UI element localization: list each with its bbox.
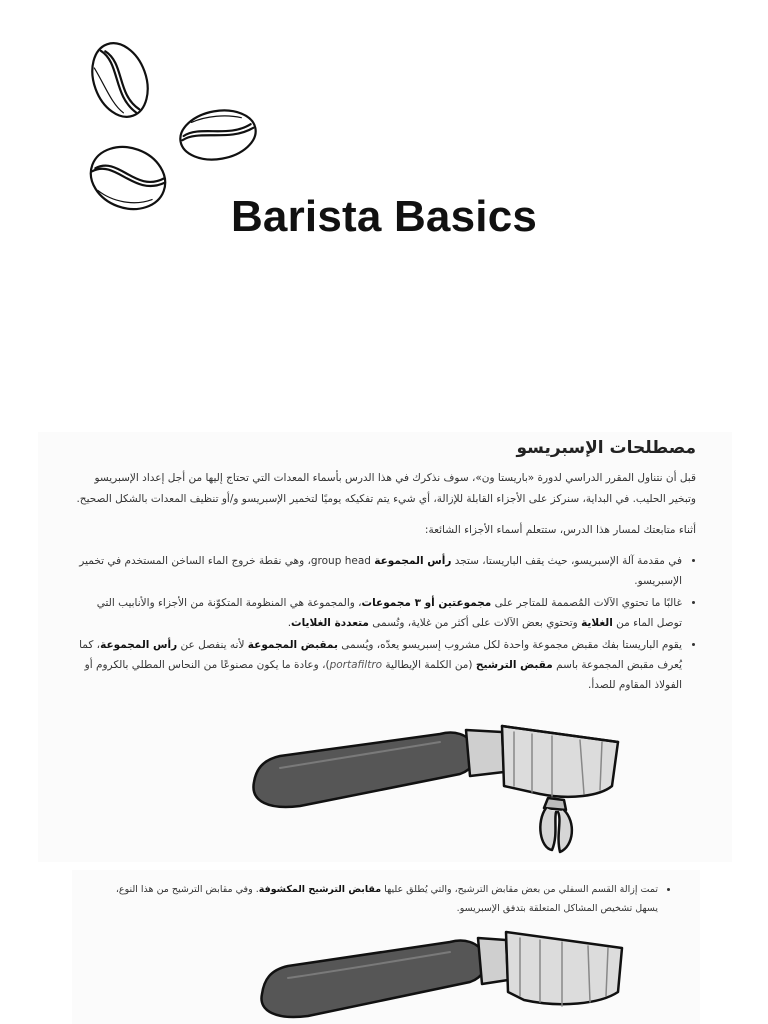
page-title: Barista Basics — [230, 192, 538, 241]
portafilter-illustration — [240, 712, 640, 872]
list-item: • غالبًا ما تحتوي الآلات المُصممة للمتاجر على مجموعتين أو ٣ مجموعات، والمجموعة هي المنظومة المتكوّنة من الأجزاء والأنابيب التي توصل الماء من الغلاية وتحتوي بعض الآلات على أكثر من غلاية، وتُسمى متعددة الغلايات. — [74, 593, 682, 633]
list-item: • في مقدمة آلة الإسبريسو، حيث يقف الباريستا، ستجد رأس المجموعة group head، وهي نقطة خروج الماء الساخن المستخدم في تخمير الإسبريسو. — [74, 551, 682, 591]
article-heading: مصطلحات الإسبريسو — [516, 438, 696, 458]
article-lead: أثناء متابعتك لمسار هذا الدرس، ستتعلم أسماء الأجزاء الشائعة: — [424, 524, 696, 536]
bottomless-portafilter-illustration — [250, 912, 640, 1024]
article-intro: قبل أن نتناول المقرر الدراسي لدورة «باريستا ون»، سوف نذكرك في هذا الدرس بأسماء المعدات التي تحتاج إليها من أجل إعداد الإسبريسو وتبخير الحليب. في البداية، سنركز على الأجزاء القابلة للإزالة، أي شيء يتم تفكيكه يوميًا لتخمير الإسبريسو و/أو تنظيف المعدات بالشكل الصحيح. — [76, 472, 696, 505]
coffee-bean-icon — [83, 35, 158, 124]
terms-list — [74, 551, 696, 695]
coffee-bean-icon — [176, 105, 259, 165]
list-item: • يقوم الباريستا بفك مقبض مجموعة واحدة لكل مشروب إسبريسو يعدّه، ويُسمى بمقبض المجموعة لأنه ينفصل عن رأس المجموعة، كما يُعرف مقبض المجموعة باسم مقبض الترشيح (من الكلمة الإيطالية portafiltro)، وعادة ما يكون مصنوعًا من النحاس المطلي بالكروم أو الفولاذ المقاوم للصدأ. — [74, 635, 682, 695]
list-item: • تمت إزالة القسم السفلي من بعض مقابض الترشيح، والتي يُطلق عليها مقابض الترشيح المكشوفة. وفي مقابض الترشيح من هذا النوع، يسهل تشخيص المشاكل المتعلقة بتدفق الإسبريسو. — [102, 880, 658, 918]
